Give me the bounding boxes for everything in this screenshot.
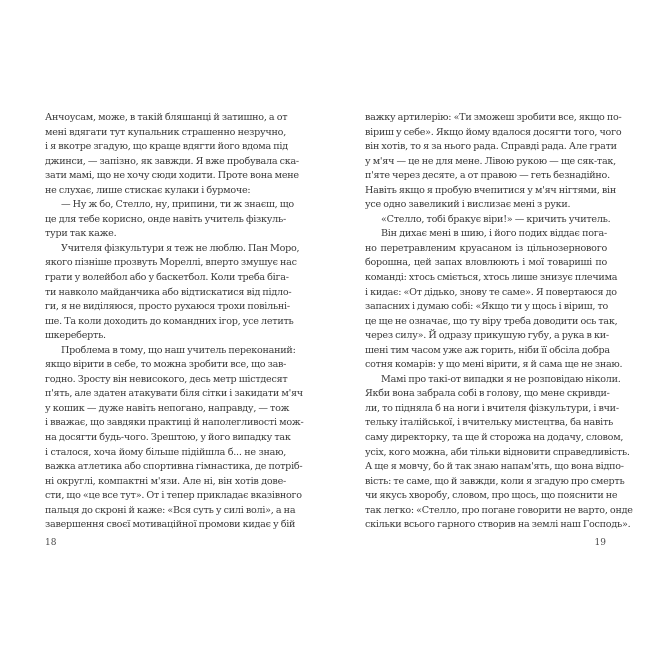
page-number: 19: [594, 538, 606, 548]
text-line: чи якусь хворобу, словом, про щось, що пояснити не: [365, 490, 618, 502]
text-line: зати мамі, що не хочу сюди ходити. Проте вона мене: [45, 170, 299, 182]
page-number: 18: [45, 538, 57, 548]
text-line: Навіть якщо я пробую вчепитися у м'яч нігтями, він: [365, 184, 616, 196]
text-line: ги, я не виділяюся, просто рухаюся трохи повільні-: [45, 301, 290, 313]
text-line: це ще не означає, що ту віру треба доводити ось так,: [365, 315, 618, 327]
left-page-text: [45, 111, 304, 533]
text-line: борошна, цей запах вловлюють і мої товариші по: [365, 257, 607, 269]
text-line: джинси, — запізно, як завжди. Я вже пробувала ска-: [45, 155, 299, 167]
text-line: це для тебе корисно, онде навіть учитель фізкуль-: [45, 213, 286, 225]
text-line: у м'яч — це не для мене. Лівою рукою — ще сяк-так,: [365, 155, 616, 167]
text-line: Якби вона забрала собі в голову, що мене скривди-: [365, 388, 610, 400]
text-line: саму директорку, та ще й сторожа на додачу, словом,: [365, 432, 624, 444]
text-line: усіх, кого можна, аби тільки відновити справедливість.: [365, 446, 630, 458]
text-line: ли, то підняла б на ноги і вчителя фізкультури, і вчи-: [365, 402, 619, 414]
text-line: важка атлетика або спортивна гімнастика, де потріб-: [45, 461, 303, 473]
text-line: шені тим часом уже аж горить, ніби її обсіла добра: [365, 344, 610, 356]
text-line: вість: те саме, що й завжди, коли я згадую про смерть: [365, 475, 625, 487]
text-line: скільки всього гарного створив на землі наш Господь».: [365, 519, 631, 531]
text-line: так легко: «Стелло, про погане говорити не варто, онде: [365, 504, 633, 516]
text-line: сотня комарів: у що мені вірити, я й сама ще не знаю.: [365, 359, 623, 371]
text-line: ти навколо майданчика або відтискатися від підло-: [45, 286, 292, 298]
text-line: п'яте через десяте, а от правою — геть безнадійно.: [365, 170, 610, 182]
text-line: но перетравленим круасаном із цільнозернового: [365, 242, 607, 254]
text-line: Анчоусам, може, в такій бляшанці й затишно, а от: [45, 112, 288, 123]
text-line: Проблема в тому, що наш учитель переконаний:: [61, 344, 296, 356]
text-line: команді: хтось сміється, хтось лише знизує плечима: [365, 272, 618, 284]
text-line: мені вдягати тут купальник страшенно незручно,: [45, 126, 286, 138]
text-line: А ще я мовчу, бо й так знаю напам'ять, що вона відпо-: [365, 461, 624, 473]
text-line: Учителя фізкультури я теж не люблю. Пан Моро,: [61, 242, 300, 254]
text-line: усе одно завеликий і вислизає мені з руки.: [365, 199, 571, 211]
text-line: і вважає, що завдяки практиці й наполегливості мож-: [45, 417, 304, 429]
text-line: пальця до скроні й каже: «Вся суть у силі волі», а на: [45, 504, 296, 516]
text-line: годно. Зросту він невисокого, десь метр шістдесят: [45, 373, 288, 385]
text-line: ше. Та коли доходить до командних ігор, усе летить: [45, 315, 294, 327]
text-line: Мамі про такі-от випадки я не розповідаю ніколи.: [381, 373, 621, 385]
text-line: він хотів, то я за нього рада. Справді рада. Але грати: [365, 141, 617, 153]
text-line: якщо вірити в себе, то можна зробити все, що зав-: [45, 359, 287, 371]
text-line: запасних і думаю собі: «Якщо ти у щось і віриш, то: [365, 301, 609, 313]
text-line: завершення своєї мотиваційної промови кидає у бій: [45, 519, 296, 531]
text-line: віриш у себе». Якщо йому вдалося досягти того, чого: [365, 126, 622, 138]
text-line: і я вкотре згадую, що краще вдягти його вдома під: [45, 141, 288, 153]
text-line: Він дихає мені в шию, і його подих віддає пога-: [381, 228, 607, 240]
text-line: у кошик — дуже навіть непогано, направду, — тож: [45, 402, 290, 414]
text-line: тельку італійської, і вчительку мистецтва, ба навіть: [365, 417, 614, 429]
text-line: — Ну ж бо, Стелло, ну, припини, ти ж знаєш, що: [61, 199, 294, 211]
text-line: сти, що «це все тут». От і тепер прикладає вказівного: [45, 490, 302, 502]
text-line: ні округлі, компактні м'язи. Але ні, він хотів дове-: [45, 475, 286, 487]
text-line: важку артилерію: «Ти зможеш зробити все, якщо по-: [365, 112, 622, 123]
text-line: шкереберть.: [45, 330, 106, 342]
text-line: п'ять, але здатен атакувати біля сітки і закидати м'яч: [45, 388, 303, 400]
right-page: [325, 0, 650, 650]
text-line: і сталося, хоча йому більше підійшла б... не знаю,: [45, 446, 286, 458]
text-line: грати у волейбол або у баскетбол. Коли треба біга-: [45, 272, 289, 284]
text-line: на досягти будь-чого. Зрештою, у його випадку так: [45, 432, 291, 444]
text-line: тури так каже.: [45, 228, 117, 240]
text-line: якого пізніше прозвуть Мореллі, вперто змушує нас: [45, 257, 297, 269]
right-page-text: [365, 111, 633, 533]
text-line: і кидає: «От дідько, знову те саме». Я повертаюся до: [365, 286, 617, 298]
text-line: не слухає, лише стискає кулаки і бурмоче:: [45, 184, 251, 196]
text-line: «Стелло, тобі бракує віри!» — кричить учитель.: [381, 213, 611, 225]
text-line: через силу». Й одразу прикушую губу, а рука в ки-: [365, 330, 609, 342]
